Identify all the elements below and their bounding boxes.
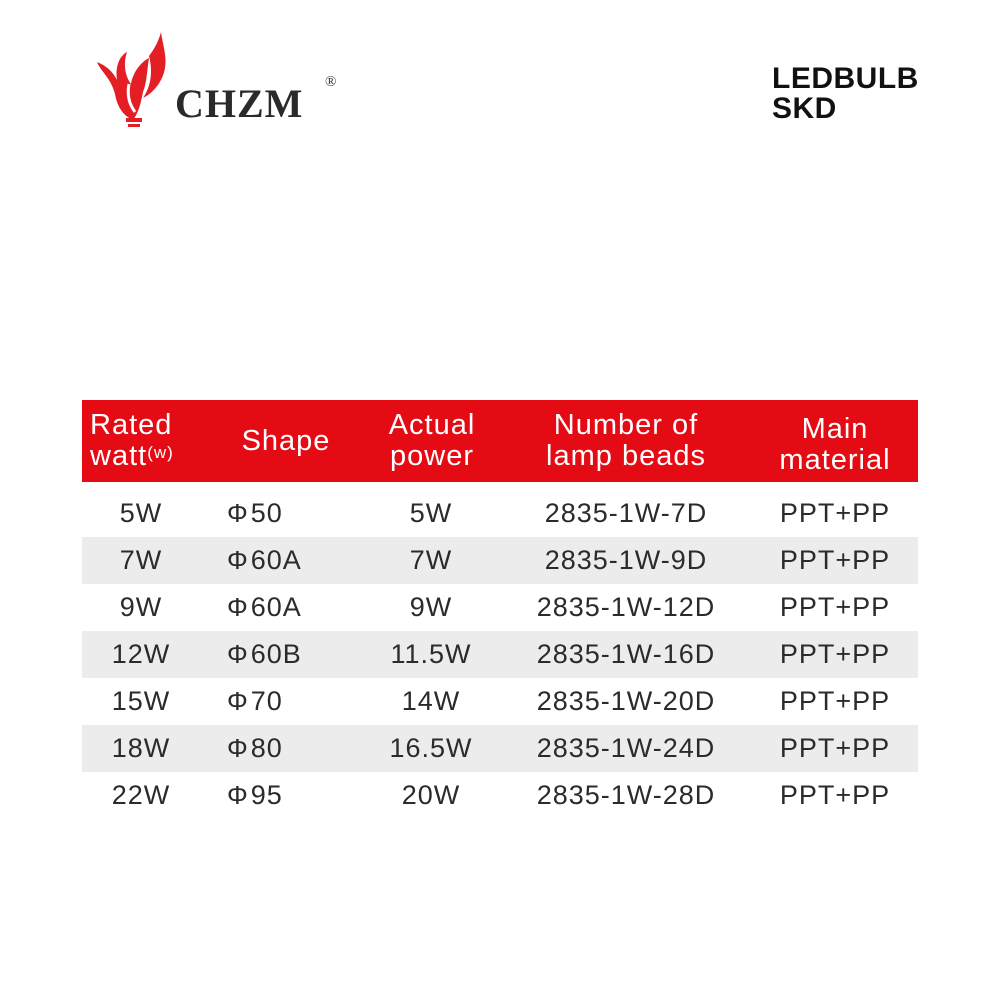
phi-symbol: Φ xyxy=(227,498,249,528)
header-rated-unit: (w) xyxy=(147,443,174,462)
cell-rated: 5W xyxy=(119,498,163,528)
phi-symbol: Φ xyxy=(227,733,249,763)
cell-material: PPT+PP xyxy=(779,639,891,669)
product-title xyxy=(772,64,972,124)
cell-shape: Φ 60A xyxy=(227,545,302,575)
table-row xyxy=(82,537,918,584)
cell-material: PPT+PP xyxy=(779,592,891,622)
cell-shape: Φ 95 xyxy=(227,780,283,810)
cell-beads: 2835-1W-24D xyxy=(536,733,716,763)
spec-table xyxy=(82,400,918,819)
cell-actual: 7W xyxy=(409,545,453,575)
cell-rated: 9W xyxy=(119,592,163,622)
cell-material: PPT+PP xyxy=(779,733,891,763)
phi-symbol: Φ xyxy=(227,686,249,716)
table-row xyxy=(82,678,918,725)
header-actual-power: Actual power xyxy=(388,409,476,472)
brand-logo xyxy=(93,28,353,128)
cell-rated: 18W xyxy=(111,733,171,763)
phi-symbol: Φ xyxy=(227,780,249,810)
phi-symbol: Φ xyxy=(227,545,249,575)
header-main-material: Main material xyxy=(779,413,891,476)
table-row xyxy=(82,772,918,819)
cell-beads: 2835-1W-16D xyxy=(536,639,716,669)
product-title-line2: SKD xyxy=(772,92,837,125)
cell-actual: 11.5W xyxy=(390,639,472,669)
cell-rated: 15W xyxy=(111,686,171,716)
cell-actual: 20W xyxy=(401,780,461,810)
product-title-line1: LEDBULB xyxy=(772,62,919,95)
table-row xyxy=(82,584,918,631)
header-rated-line2: watt$^{(w)}$ xyxy=(90,440,174,472)
table-row xyxy=(82,725,918,772)
cell-material: PPT+PP xyxy=(779,686,891,716)
cell-material: PPT+PP xyxy=(779,545,891,575)
brand-name: CHZM xyxy=(175,81,304,126)
header-rated-watt xyxy=(90,400,220,482)
table-row xyxy=(82,490,918,537)
cell-beads: 2835-1W-12D xyxy=(536,592,716,622)
cell-actual: 5W xyxy=(409,498,453,528)
cell-shape: Φ 50 xyxy=(227,498,283,528)
cell-beads: 2835-1W-7D xyxy=(544,498,708,528)
cell-rated: 7W xyxy=(119,545,163,575)
header-shape: Shape xyxy=(241,424,331,457)
flame-bulb-icon xyxy=(93,28,183,128)
cell-rated: 12W xyxy=(111,639,171,669)
registered-mark: ® xyxy=(325,74,337,90)
header-rated-line1: Rated xyxy=(90,409,173,441)
cell-shape: Φ 60B xyxy=(227,639,302,669)
cell-shape: Φ 80 xyxy=(227,733,283,763)
cell-shape: Φ 70 xyxy=(227,686,283,716)
table-body xyxy=(82,490,918,819)
cell-material: PPT+PP xyxy=(779,498,891,528)
cell-rated: 22W xyxy=(111,780,171,810)
cell-beads: 2835-1W-20D xyxy=(536,686,716,716)
cell-actual: 16.5W xyxy=(389,733,473,763)
table-header xyxy=(82,400,918,482)
cell-material: PPT+PP xyxy=(779,780,891,810)
cell-actual: 9W xyxy=(409,592,453,622)
table-row xyxy=(82,631,918,678)
header-lamp-beads: Number of lamp beads xyxy=(546,409,706,472)
cell-shape: Φ 60A xyxy=(227,592,302,622)
cell-beads: 2835-1W-28D xyxy=(536,780,716,810)
phi-symbol: Φ xyxy=(227,592,249,622)
cell-beads: 2835-1W-9D xyxy=(544,545,708,575)
phi-symbol: Φ xyxy=(227,639,249,669)
cell-actual: 14W xyxy=(401,686,461,716)
